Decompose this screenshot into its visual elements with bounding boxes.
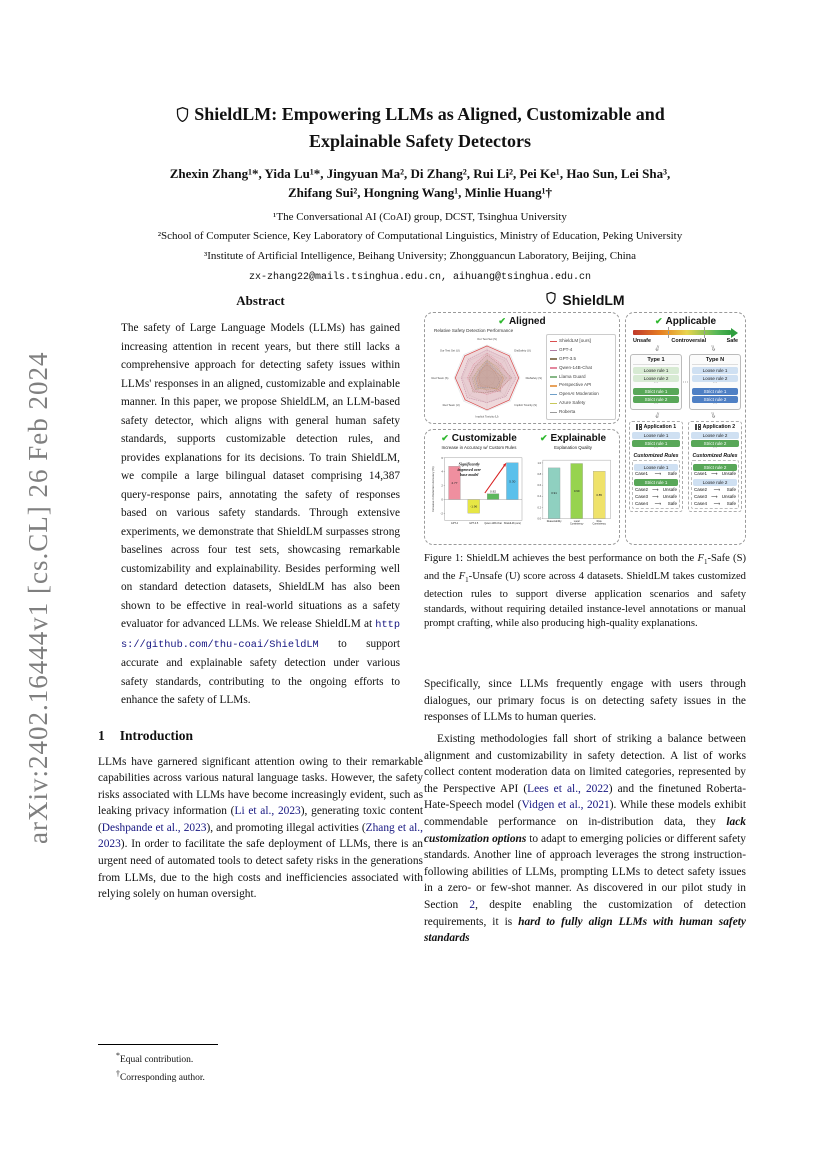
case-label: Case1 — [694, 471, 708, 476]
customized-rules-label: Customized Rules — [633, 453, 679, 459]
svg-text:Our Test Set (S): Our Test Set (S) — [477, 338, 497, 342]
svg-text:ShieldLM (ours): ShieldLM (ours) — [503, 521, 521, 525]
svg-text:Consistency: Consistency — [592, 522, 606, 526]
shield-logo-icon — [545, 291, 557, 308]
f1-symbol: F — [697, 553, 704, 564]
text-run: to adapt to emerging policies or different safety standards. Another line of approach leverages the strong instruction-following abilities of LLMs, prompting LLMs to detect safety issues in a zero- or few-shot manner. As discovered in our pilot study in Section — [424, 832, 746, 911]
strict-rule-chip: Strict rule 1 — [634, 479, 678, 486]
title-line2: Explainable Safety Detectors — [309, 131, 531, 152]
case-row — [634, 486, 678, 493]
customized-rules-label: Customized Rules — [692, 453, 738, 459]
svg-text:6: 6 — [441, 456, 443, 460]
svg-text:0.2: 0.2 — [537, 506, 542, 510]
citation-link[interactable]: Li et al., 2023 — [234, 805, 301, 818]
figure-logo — [424, 291, 746, 308]
down-arrow-icon: ⇓ — [709, 410, 719, 421]
paper-header — [92, 102, 748, 283]
case-result: Unsafe — [721, 471, 736, 476]
ellipsis: ⋯ — [682, 379, 689, 386]
svg-text:1.0: 1.0 — [537, 461, 542, 465]
case-result: Unsafe — [662, 486, 677, 492]
strict-rule-chip: Strict rule 2 — [691, 440, 739, 447]
caption-run: -Safe (S) and the — [424, 553, 746, 582]
strict-rule-chip: Strict rule 1 — [633, 388, 679, 395]
paper-title — [92, 102, 748, 154]
case-result: Unsafe — [662, 493, 677, 499]
loose-rule-chip: Loose rule 2 — [691, 432, 739, 439]
customizable-section — [428, 433, 530, 541]
case-label: Case3 — [635, 493, 649, 499]
arrow-icon: ⟶ — [652, 493, 659, 499]
case-row — [634, 500, 678, 507]
authors-line1: Zhexin Zhang¹*, Yida Lu¹*, Jingyuan Ma², Di Zhang², Rui Li², Pei Ke¹, Hao Sun, Lei Sha³, — [169, 165, 671, 181]
legend-label: ShieldLM [ours] — [559, 337, 591, 343]
legend-label: Perspective API — [559, 382, 592, 388]
abstract-text — [121, 319, 400, 710]
legend-marker — [550, 350, 557, 351]
svg-text:0.82: 0.82 — [490, 489, 497, 494]
svg-text:Red Team (S): Red Team (S) — [431, 376, 449, 380]
left-column — [98, 291, 423, 903]
author-list — [92, 164, 748, 203]
legend-label: OpenAI Moderation — [559, 391, 599, 397]
legend-label: Azure Safety — [559, 400, 586, 406]
svg-text:0.8: 0.8 — [537, 472, 542, 476]
citation-link[interactable]: Deshpande et al., 2023 — [101, 821, 207, 834]
svg-text:0.99: 0.99 — [573, 488, 580, 493]
annotation-text: base model — [460, 472, 479, 478]
gradient-arrowhead-icon — [731, 328, 738, 338]
emphasis-text: hard to fully align LLMs with human safety standards — [424, 915, 746, 945]
down-arrow-icon: ⇓ — [709, 343, 719, 354]
figure-logo-text: ShieldLM — [562, 291, 625, 308]
legend-label: GPT-4 — [559, 346, 573, 352]
text-run: ). In order to facilitate the safe deployment of LLMs, there is an urgent need of automated tools to detect safety risks in the generations from LLMs, due to the high costs and inefficiencies associated with relying solely on human oversight. — [98, 838, 423, 901]
case-label: Case4 — [635, 500, 649, 506]
annotation-text: improved over — [457, 466, 481, 472]
explainable-label: Explainable — [550, 433, 607, 444]
abstract-run-1: The safety of Large Language Models (LLMs) has gained increasing attention in recent years, but there still lacks a comprehensive approach for detecting safety issues within LLMs' responses in an aligned, customizable and explainable manner. In this paper, we propose ShieldLM, an LLM-based safety detector, which aligns with general human safety standards, supports customizable detection rules, and provides explanations for its decisions. To train ShieldLM, we compile a large bilingual dataset comprising 14,387 query-response pairs, annotating the safety of responses based on various safety standards. Through extensive experiments, we demonstrate that ShieldLM surpasses strong baselines across four test sets, showcasing remarkable customizability and explainability. Besides performing well on standard detection datasets, ShieldLM has also been shown to be effective in real-world situations as a safety evaluator for advanced LLMs. We release ShieldLM at — [121, 322, 400, 630]
legend-marker — [550, 376, 557, 377]
grid-icon — [695, 424, 701, 430]
case-row — [634, 493, 678, 500]
body-paragraph — [424, 731, 746, 947]
explanation-quality-bar-chart — [531, 450, 615, 536]
case-label: Case4 — [694, 500, 708, 506]
title-line1: ShieldLM: Empowering LLMs as Aligned, Customizable and — [194, 104, 665, 124]
svg-text:Reasonability: Reasonability — [546, 519, 562, 523]
scale-tick — [668, 327, 669, 338]
arrow-icon: ⟶ — [713, 500, 721, 506]
case-label: Case3 — [694, 493, 708, 499]
arrow-icon: ⟶ — [713, 486, 721, 492]
application-2-card — [688, 421, 742, 512]
radar-chart — [428, 333, 546, 421]
svg-text:2: 2 — [441, 484, 443, 488]
authors-line2: Zhifang Sui², Hongning Wang¹, Minlie Huang¹† — [288, 185, 552, 201]
caption-run: Figure 1: ShieldLM achieves the best performance on both the — [424, 553, 698, 564]
strict-rule-chip: Strict rule 1 — [692, 388, 738, 395]
check-icon: ✔ — [654, 316, 663, 326]
text-run: ), generating toxic content ( — [98, 805, 423, 834]
legend-label: Llama Guard — [559, 373, 586, 379]
customized-rules-box — [691, 460, 739, 509]
check-icon: ✔ — [441, 433, 449, 443]
loose-rule-chip: Loose rule 1 — [632, 432, 680, 439]
github-link[interactable]: https://github.com/thu-coai/ShieldLM — [121, 619, 400, 651]
svg-text:0.91: 0.91 — [551, 491, 557, 496]
footnote-text: Corresponding author. — [119, 1073, 205, 1084]
text-run: ) and the finetuned Roberta-Hate-Speech model ( — [424, 782, 746, 812]
down-arrow-icon: ⇓ — [652, 343, 662, 354]
loose-rule-chip: Loose rule 2 — [693, 479, 737, 486]
text-run: LLMs have garnered significant attention owing to their remarkable capabilities across various natural language tasks. However, the safety risks associated with LLMs have become increasingly evident, such as leaking privacy information ( — [98, 755, 423, 818]
svg-text:0.0: 0.0 — [537, 517, 542, 521]
text-run: Existing methodologies fall short of striking a balance between alignment and customizability in safety detection. A list of works collect content moderation data on limited categories, represented by the Perspective API ( — [424, 732, 746, 795]
svg-text:DiaSafety (S): DiaSafety (S) — [525, 376, 542, 380]
scale-tick — [704, 327, 705, 338]
svg-text:4: 4 — [441, 470, 443, 474]
case-result: Unsafe — [721, 493, 736, 499]
footnote-rule — [98, 1044, 218, 1045]
section-title: Introduction — [119, 727, 194, 743]
ellipsis: ⋯ — [653, 402, 659, 407]
application-1-name: Application 1 — [643, 424, 677, 430]
loose-rule-chip: Loose rule 2 — [692, 375, 738, 382]
affiliation-2: ²School of Computer Science, Key Laboratory of Computational Linguistics, Ministry of Education, Peking University — [157, 230, 683, 243]
applicable-label: Applicable — [665, 316, 717, 327]
footnote-block — [98, 1044, 423, 1085]
legend-label: Qwen-14B-Chat — [559, 364, 592, 370]
footnote-equal-contribution — [98, 1049, 423, 1067]
loose-rule-chip: Loose rule 1 — [634, 464, 678, 471]
scale-label-safe: Safe — [726, 338, 738, 344]
type-n-card — [689, 354, 741, 410]
strict-rule-chip: Strict rule 2 — [692, 396, 738, 403]
f1-subscript: 1 — [703, 558, 708, 567]
explain-chart-title: Explanation Quality — [554, 445, 592, 450]
application-1-card — [629, 421, 683, 512]
type-1-card — [630, 354, 682, 410]
safety-scale — [633, 330, 738, 344]
case-result: Safe — [667, 471, 677, 476]
flow-arrows — [629, 344, 742, 353]
custom-chart-title: Increase in Accuracy w/ Custom Rules — [441, 445, 517, 450]
scale-label-controversial: Controversial — [671, 338, 707, 344]
case-label: Case1 — [635, 471, 649, 476]
customized-rules-box — [632, 460, 680, 509]
f1-symbol: F — [458, 570, 466, 582]
svg-text:GPT-3.5: GPT-3.5 — [469, 521, 479, 525]
loose-rule-chip: Loose rule 2 — [633, 375, 679, 382]
arrow-icon: ⟶ — [654, 471, 662, 476]
abstract-run-2: to support accurate and explainable safety detection under various safety standards, contributing to the ongoing efforts to enhance the safety of LLMs. — [121, 637, 400, 706]
strict-rule-chip: Strict rule 2 — [633, 396, 679, 403]
ellipsis: ⋯ — [653, 446, 659, 451]
type-n-name: Type N — [692, 357, 738, 365]
text-run: ). While these models exhibit commendable performance on in-distribution data, they — [424, 799, 746, 828]
case-row — [634, 471, 678, 478]
ellipsis: ⋯ — [712, 381, 718, 386]
ellipsis: ⋯ — [653, 381, 659, 386]
affiliations — [92, 208, 748, 267]
svg-text:0.6: 0.6 — [537, 484, 542, 488]
legend-marker — [550, 412, 557, 413]
case-label: Case2 — [694, 486, 708, 492]
explainable-section — [530, 433, 616, 541]
case-row — [693, 486, 737, 493]
customizable-explainable-panel — [424, 429, 620, 545]
legend-label: GPT-3.5 — [559, 355, 577, 361]
flow-arrows — [629, 411, 742, 420]
abstract-heading: Abstract — [236, 293, 285, 308]
grid-icon — [636, 424, 642, 430]
arrow-icon: ⟶ — [711, 493, 718, 499]
case-result: Safe — [667, 500, 677, 506]
footnote-text: Equal contribution. — [119, 1055, 194, 1066]
svg-text:0: 0 — [441, 498, 443, 502]
svg-text:Implicit Toxicity (U): Implicit Toxicity (U) — [475, 415, 499, 419]
figure-1 — [424, 291, 746, 632]
f1-subscript: 1 — [465, 576, 469, 585]
contact-emails[interactable]: zx-zhang22@mails.tsinghua.edu.cn, aihuang@tsinghua.edu.cn — [248, 271, 592, 283]
aligned-label: Aligned — [508, 316, 546, 327]
custom-rules-bar-chart — [430, 450, 528, 536]
legend-label: Roberta — [559, 409, 576, 415]
svg-text:0.4: 0.4 — [537, 495, 542, 499]
section-number: 1 — [98, 727, 105, 743]
arrow-icon: ⟶ — [654, 500, 662, 506]
svg-text:Local: Local — [573, 519, 580, 523]
figure-caption — [424, 552, 746, 632]
case-result: Safe — [726, 500, 736, 506]
case-row — [693, 500, 737, 507]
legend-marker — [550, 385, 557, 386]
svg-text:-2: -2 — [440, 512, 443, 516]
case-row — [693, 471, 737, 478]
legend-marker — [550, 367, 557, 368]
caption-run: -Unsafe (U) score across 4 datasets. ShieldLM takes customized detection rules to support diverse application scenarios and safety standards, without requiring detailed instance-level annotations or manual prompt crafting, while also producing high-quality explanations. — [424, 570, 746, 630]
down-arrow-icon: ⇓ — [652, 410, 662, 421]
legend-marker — [550, 341, 557, 342]
svg-text:Red Team (U): Red Team (U) — [442, 404, 460, 408]
intro-paragraph — [98, 754, 423, 903]
ellipsis: ⋯ — [712, 446, 718, 451]
strict-rule-chip: Strict rule 1 — [632, 440, 680, 447]
legend-marker — [550, 358, 557, 359]
arrow-icon: ⟶ — [711, 471, 718, 476]
aligned-panel — [424, 312, 620, 424]
shield-logo-icon — [175, 107, 190, 127]
radar-chart-title: Relative Safety Detection Performance — [434, 328, 514, 333]
right-column — [424, 291, 746, 947]
svg-text:-1.96: -1.96 — [470, 504, 478, 509]
emphasis-text: lack customization options — [424, 815, 746, 845]
customizable-label: Customizable — [451, 433, 517, 444]
footnote-symbol: * — [116, 1051, 120, 1060]
affiliation-1: ¹The Conversational AI (CoAI) group, DCST, Tsinghua University — [273, 210, 567, 223]
footnote-corresponding-author — [98, 1067, 423, 1085]
section-ref-link[interactable]: 2 — [469, 898, 476, 911]
citation-link[interactable]: Zhang et al., 2023 — [98, 821, 423, 851]
ellipsis: ⋯ — [712, 402, 718, 407]
svg-text:Consistency: Consistency — [569, 522, 584, 526]
scale-label-unsafe: Unsafe — [633, 338, 651, 344]
radar-legend — [546, 334, 616, 421]
svg-text:Implicit Toxicity (S): Implicit Toxicity (S) — [514, 404, 538, 408]
loose-rule-chip: Loose rule 1 — [692, 367, 738, 374]
check-icon: ✔ — [498, 316, 506, 326]
footnote-symbol: † — [116, 1069, 120, 1079]
citation-link[interactable]: Lees et al., 2022 — [527, 782, 609, 795]
svg-text:GPT-4: GPT-4 — [450, 521, 458, 525]
arrow-icon: ⟶ — [652, 486, 659, 492]
safety-gradient-bar — [633, 330, 731, 335]
strict-rule-chip: Strict rule 2 — [693, 464, 737, 471]
affiliation-3: ³Institute of Artificial Intelligence, Beihang University; Zhongguancun Laboratory, Beijing, China — [203, 250, 637, 263]
svg-text:5.30: 5.30 — [509, 479, 516, 484]
legend-marker — [550, 403, 557, 404]
case-label: Case2 — [635, 486, 649, 492]
case-result: Safe — [726, 486, 736, 492]
application-2-name: Application 2 — [702, 424, 736, 430]
svg-text:Qwen-14B-Chat: Qwen-14B-Chat — [484, 521, 502, 525]
body-paragraph: Specifically, since LLMs frequently engage with users through dialogues, our primary focus is on detecting safety issues in the responses of LLMs to human queries. — [424, 678, 746, 724]
arxiv-banner: arXiv:2402.16444v1 [cs.CL] 26 Feb 2024 — [23, 351, 53, 844]
svg-text:Our Test Set (U): Our Test Set (U) — [439, 349, 460, 353]
annotation-text: Significantly — [458, 461, 480, 467]
section-heading-introduction — [98, 728, 423, 744]
check-icon: ✔ — [539, 433, 548, 443]
citation-link[interactable]: Vidgen et al., 2021 — [521, 799, 610, 812]
legend-marker — [550, 394, 557, 395]
case-row — [693, 493, 737, 500]
svg-text:0.85: 0.85 — [596, 492, 603, 497]
loose-rule-chip: Loose rule 1 — [633, 367, 679, 374]
type-1-name: Type 1 — [633, 357, 679, 365]
text-run: ), and promoting illegal activities ( — [206, 821, 366, 834]
svg-text:Increase in Detection Accuracy: Increase in Detection Accuracy (%) — [431, 466, 436, 512]
svg-text:Rule: Rule — [596, 519, 602, 523]
text-run: , despite enabling the customization of detection requirements, it is — [424, 898, 746, 928]
svg-text:4.77: 4.77 — [451, 481, 458, 486]
svg-text:DiaSafety (U): DiaSafety (U) — [514, 349, 531, 353]
applicable-panel — [625, 312, 746, 545]
